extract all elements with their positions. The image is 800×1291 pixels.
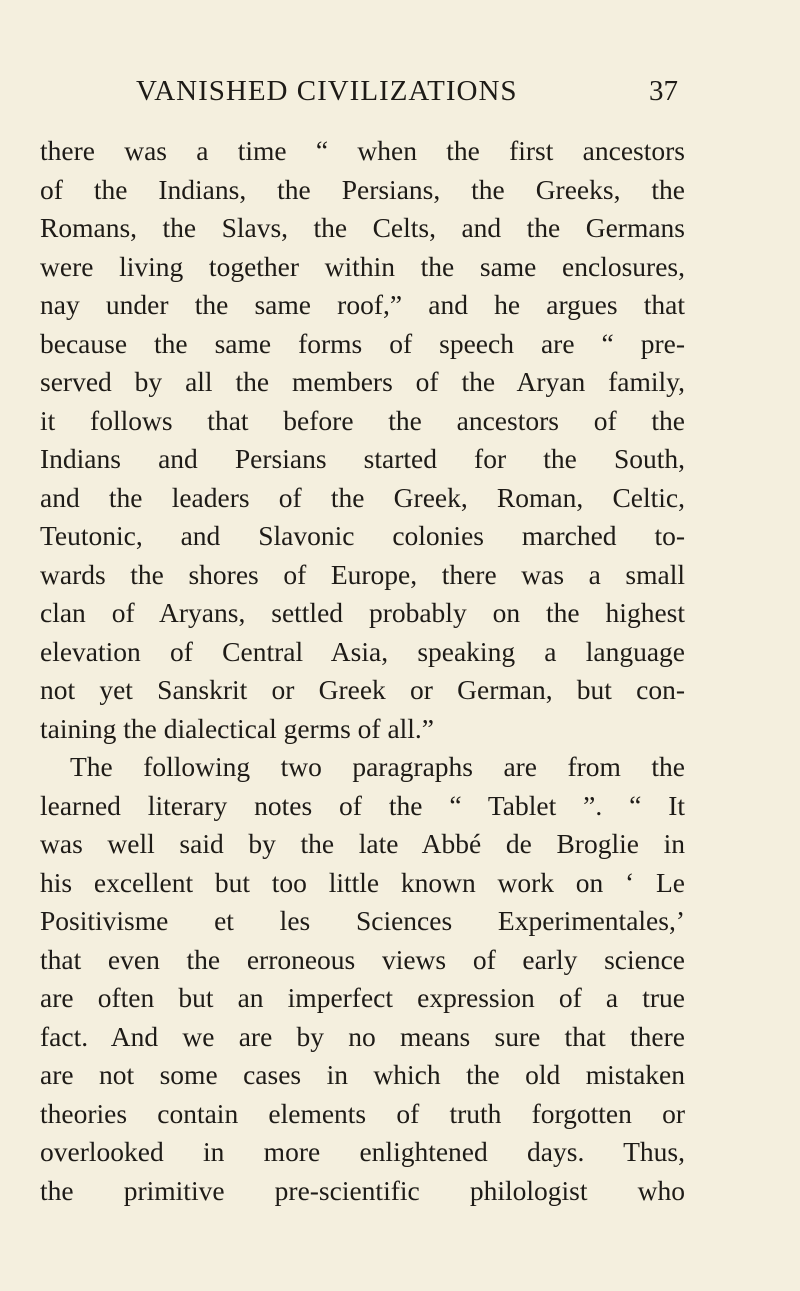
- text-line: of the Indians, the Persians, the Greeks, the: [40, 173, 685, 205]
- text-line: that even the erroneous views of early science: [40, 943, 685, 975]
- text-line: taining the dialectical germs of all.”: [40, 712, 435, 744]
- text-line: are not some cases in which the old mistaken: [40, 1059, 685, 1090]
- text-line: there was a time “ when the first ancestors: [40, 135, 685, 166]
- text-line: nay under the same roof,” and he argues that: [40, 289, 685, 320]
- text-line: the primitive pre-scientific philologist who: [40, 1174, 685, 1206]
- text-line: and the leaders of the Greek, Roman, Celtic,: [40, 481, 685, 513]
- text-line: learned literary notes of the “ Tablet ”. “ It: [40, 789, 685, 821]
- text-line: wards the shores of Europe, there was a small: [40, 558, 685, 590]
- text-line: elevation of Central Asia, speaking a language: [40, 635, 685, 667]
- running-title: VANISHED CIVILIZATIONS: [136, 75, 518, 107]
- text-line: his excellent but too little known work on ‘ Le: [40, 866, 685, 898]
- text-line: Romans, the Slavs, the Celts, and the Germans: [40, 212, 685, 243]
- text-line: it follows that before the ancestors of the: [40, 404, 685, 436]
- text-line: The following two paragraphs are from the: [70, 751, 685, 782]
- text-line: are often but an imperfect expression of a true: [40, 982, 685, 1013]
- text-line: fact. And we are by no means sure that there: [40, 1020, 685, 1052]
- text-line: overlooked in more enlightened days. Thus,: [40, 1136, 685, 1167]
- running-head: [38, 75, 678, 115]
- text-line: served by all the members of the Aryan family,: [40, 366, 685, 397]
- page-number: 37: [649, 75, 678, 107]
- text-line: Positivisme et les Sciences Experimentales,’: [40, 905, 685, 936]
- text-line: clan of Aryans, settled probably on the highest: [40, 597, 685, 628]
- text-line: theories contain elements of truth forgotten or: [40, 1097, 685, 1129]
- text-line: were living together within the same enclosures,: [40, 250, 685, 282]
- body-text: [40, 132, 685, 1210]
- text-line: was well said by the late Abbé de Broglie in: [40, 828, 685, 859]
- text-line: because the same forms of speech are “ pre-: [40, 327, 685, 359]
- text-line: not yet Sanskrit or Greek or German, but con-: [40, 674, 685, 705]
- text-line: Teutonic, and Slavonic colonies marched to-: [40, 520, 685, 551]
- text-line: Indians and Persians started for the South,: [40, 443, 685, 474]
